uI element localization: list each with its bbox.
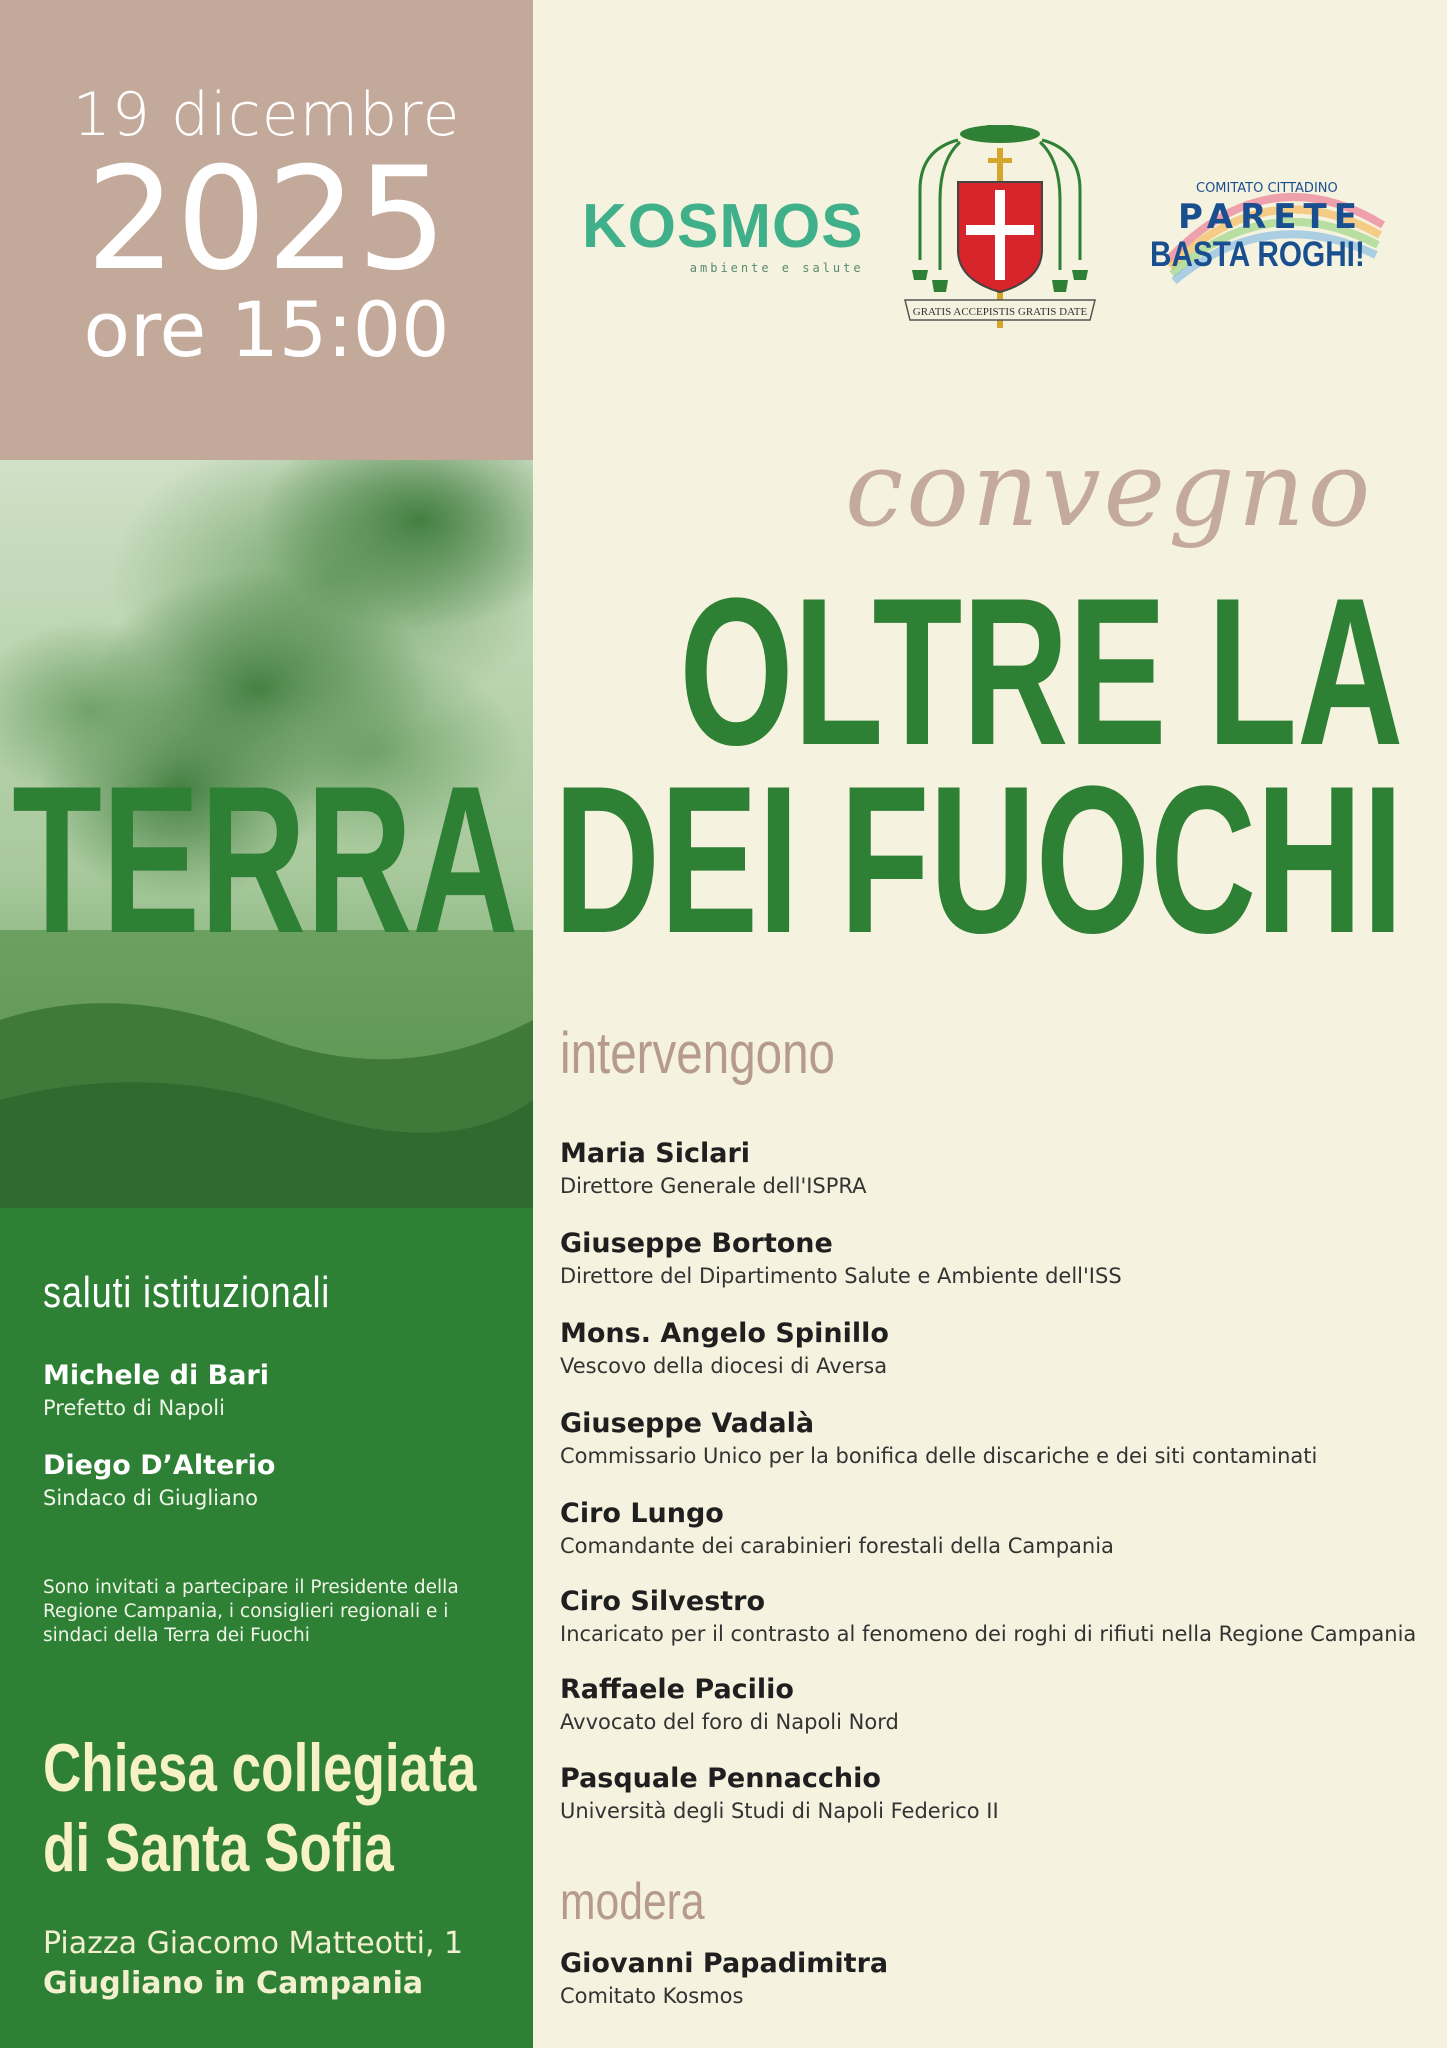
event-title-line1: OLTRE LA xyxy=(678,554,1403,789)
speaker-role: Comandante dei carabinieri forestali della Campania xyxy=(560,1534,1114,1558)
speaker-name: Pasquale Pennacchio xyxy=(560,1763,881,1794)
kosmos-tagline: ambiente e salute xyxy=(689,261,864,275)
moderator-role: Comitato Kosmos xyxy=(560,1984,744,2008)
date-panel xyxy=(0,0,533,460)
parete-top-label: COMITATO CITTADINO xyxy=(1196,181,1338,196)
speaker-role: Commissario Unico per la bonifica delle discariche e dei siti contaminati xyxy=(560,1444,1318,1468)
speaker-role: Direttore Generale dell'ISPRA xyxy=(560,1174,867,1198)
invite-note: Sono invitati a partecipare il Presidente della Regione Campania, i consiglieri regionali e i sindaci della Terra dei Fuochi xyxy=(43,1577,459,1646)
coat-of-arms-motto: GRATIS ACCEPISTIS GRATIS DATE xyxy=(912,306,1088,318)
event-time: ore 15:00 xyxy=(83,285,450,374)
saluti-role: Sindaco di Giugliano xyxy=(43,1486,259,1510)
speaker-name: Mons. Angelo Spinillo xyxy=(560,1318,889,1349)
speaker-role: Incaricato per il contrasto al fenomeno dei roghi di rifiuti nella Regione Campania xyxy=(560,1622,1417,1646)
parete-name: PARETE xyxy=(1178,197,1364,237)
parete-logo xyxy=(1148,165,1398,285)
speaker-role: Università degli Studi di Napoli Federico II xyxy=(560,1799,999,1823)
moderator-name: Giovanni Papadimitra xyxy=(560,1948,889,1979)
speaker-name: Giuseppe Vadalà xyxy=(560,1408,815,1439)
speaker-role: Vescovo della diocesi di Aversa xyxy=(560,1354,888,1378)
event-title-line2: TERRA DEI FUOCHI xyxy=(11,742,1403,977)
event-year: 2025 xyxy=(85,137,448,302)
venue-name xyxy=(43,1728,511,1888)
saluti-name: Diego D’Alterio xyxy=(43,1450,276,1481)
saluti-name: Michele di Bari xyxy=(43,1360,269,1391)
speaker-name: Raffaele Pacilio xyxy=(560,1674,794,1705)
intervengono-heading: intervengono xyxy=(560,1021,836,1086)
venue-address: Piazza Giacomo Matteotti, 1 xyxy=(43,1926,464,1961)
speaker-role: Direttore del Dipartimento Salute e Ambiente dell'ISS xyxy=(560,1264,1122,1288)
venue-line2: di Santa Sofia xyxy=(43,1810,394,1886)
speaker-name: Ciro Lungo xyxy=(560,1498,724,1529)
speaker-name: Maria Siclari xyxy=(560,1138,751,1169)
speaker-role: Avvocato del foro di Napoli Nord xyxy=(560,1710,899,1734)
venue-city: Giugliano in Campania xyxy=(43,1966,424,2001)
event-type: convegno xyxy=(845,428,1374,550)
event-day: 19 dicembre xyxy=(72,80,461,150)
saluti-role: Prefetto di Napoli xyxy=(43,1396,225,1420)
coat-of-arms-logo xyxy=(900,120,1100,335)
kosmos-logo xyxy=(582,192,864,275)
parete-slogan: BASTA ROGHI! xyxy=(1150,235,1365,274)
venue-line1: Chiesa collegiata xyxy=(43,1730,477,1806)
speaker-name: Giuseppe Bortone xyxy=(560,1228,833,1259)
modera-heading: modera xyxy=(560,1873,705,1931)
coat-of-arms-icon xyxy=(900,120,1100,335)
kosmos-wordmark: KOSMOS xyxy=(582,192,864,261)
speaker-name: Ciro Silvestro xyxy=(560,1586,766,1617)
institutional-panel xyxy=(0,1208,533,2048)
saluti-heading: saluti istituzionali xyxy=(43,1268,331,1317)
